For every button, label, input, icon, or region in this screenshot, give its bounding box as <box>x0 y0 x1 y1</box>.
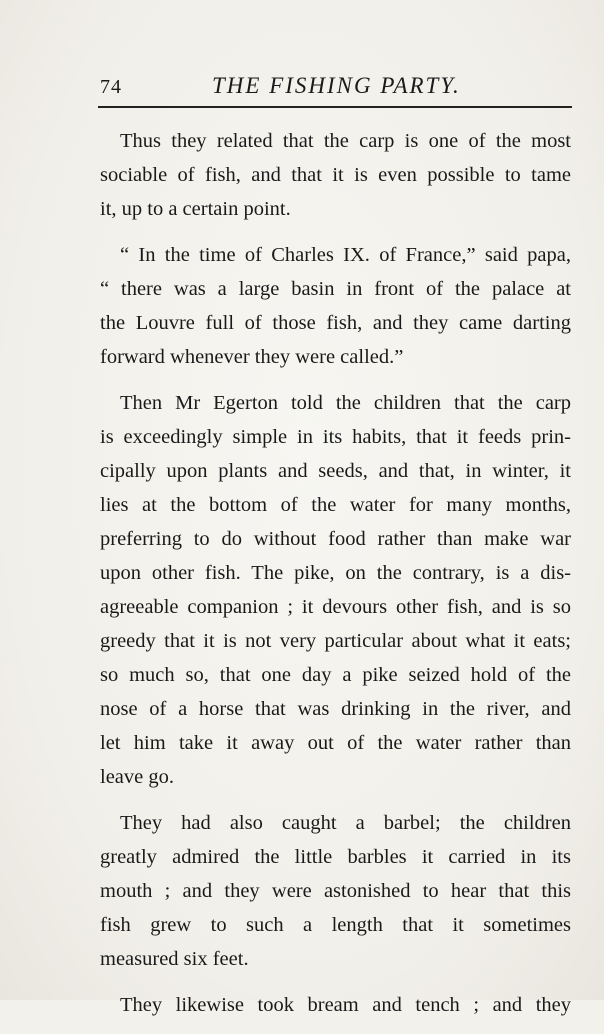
text-line: lies at the bottom of the water for many months, <box>100 494 571 516</box>
text-line: Then Mr Egerton told the children that the carp <box>120 392 571 414</box>
body-text <box>100 124 571 1034</box>
paragraph-barbel <box>100 806 571 976</box>
text-line: preferring to do without food rather than make war <box>100 528 571 550</box>
text-line: They likewise took bream and tench ; and they <box>120 994 571 1016</box>
paragraph-carp-sociable <box>100 124 571 226</box>
text-line: greedy that it is not very particular about what it eats; <box>100 630 571 652</box>
text-line: mouth ; and they were astonished to hear that this <box>100 880 571 902</box>
text-line: is exceedingly simple in its habits, that it feeds prin- <box>100 426 571 448</box>
text-line: “ In the time of Charles IX. of France,” said papa, <box>120 244 571 266</box>
text-line: upon other fish. The pike, on the contrary, is a dis- <box>100 562 571 584</box>
text-line: greatly admired the little barbles it carried in its <box>100 846 571 868</box>
text-line: it, up to a certain point. <box>100 198 291 220</box>
text-line: “ there was a large basin in front of the palace at <box>100 278 571 300</box>
paragraph-bream-tench <box>100 988 571 1022</box>
page-number: 74 <box>100 76 122 98</box>
page-header <box>100 70 572 104</box>
text-line: Thus they related that the carp is one of the most <box>120 130 571 152</box>
text-line: leave go. <box>100 766 174 788</box>
text-line: measured six feet. <box>100 948 249 970</box>
text-line: the Louvre full of those fish, and they came darting <box>100 312 571 334</box>
paragraph-carp-pike <box>100 386 571 794</box>
header-rule <box>98 106 572 108</box>
text-line: They had also caught a barbel; the children <box>120 812 571 834</box>
paragraph-charles-ix <box>100 238 571 374</box>
text-line: agreeable companion ; it devours other fish, and is so <box>100 596 571 618</box>
text-line: fish grew to such a length that it sometimes <box>100 914 571 936</box>
text-line: nose of a horse that was drinking in the river, and <box>100 698 571 720</box>
text-line: so much so, that one day a pike seized hold of the <box>100 664 571 686</box>
text-line: forward whenever they were called.” <box>100 346 404 368</box>
text-line: cipally upon plants and seeds, and that, in winter, it <box>100 460 571 482</box>
text-line: sociable of fish, and that it is even possible to tame <box>100 164 571 186</box>
running-title: THE FISHING PARTY. <box>212 73 461 98</box>
text-line: let him take it away out of the water rather than <box>100 732 571 754</box>
